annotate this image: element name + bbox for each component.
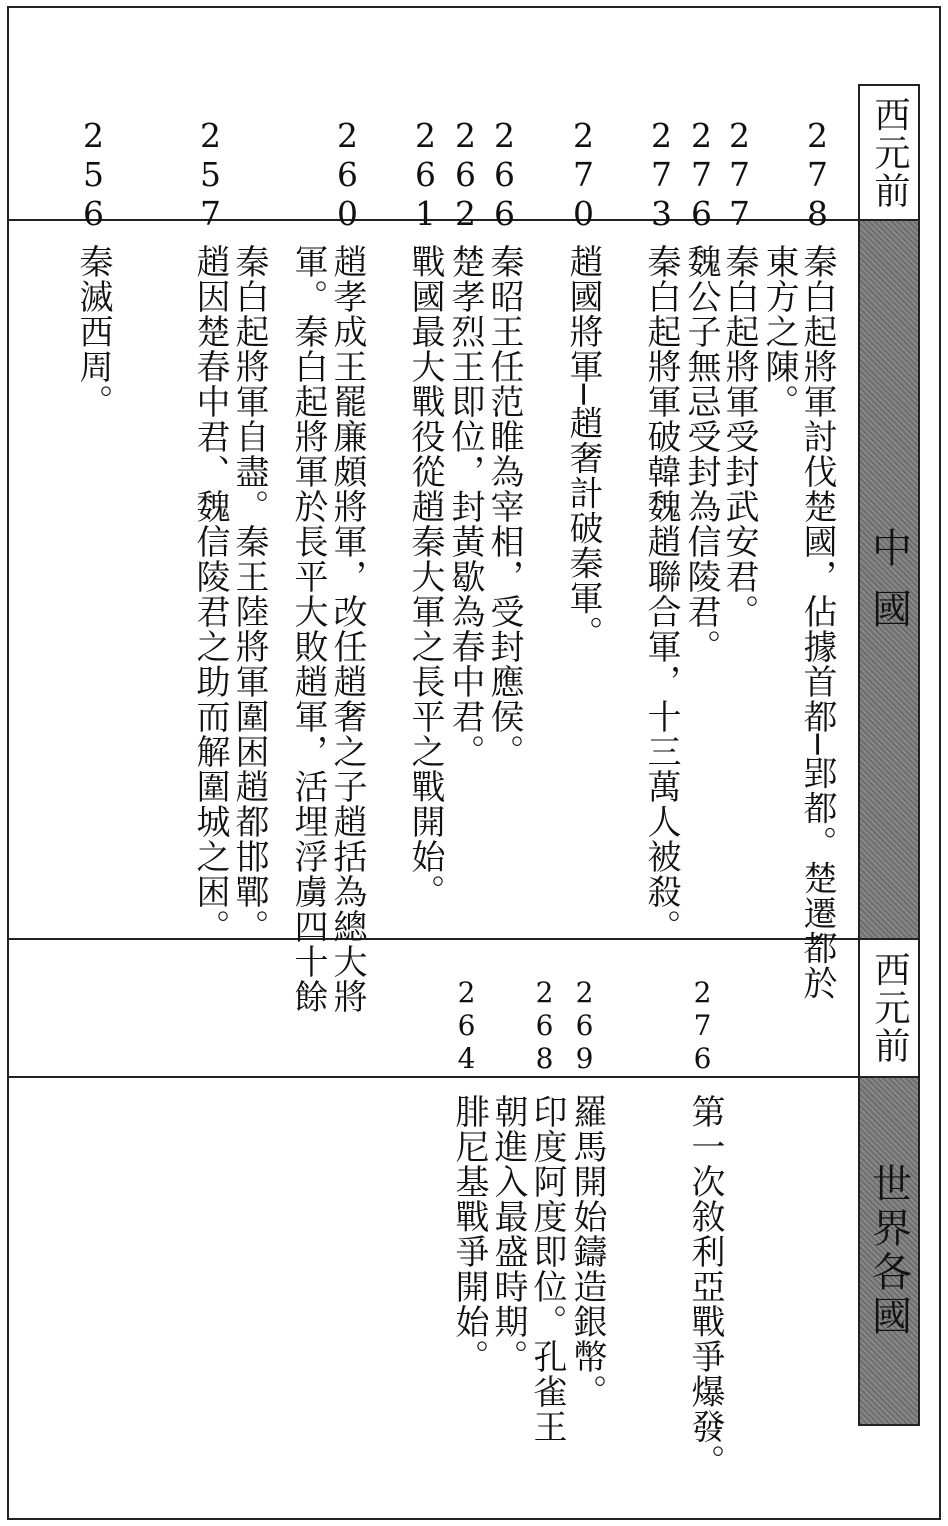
year-270: 270 [564,116,603,233]
entry-257-line2: 趙因楚春中君、魏信陵君之助而解圍城之困。 [190,244,230,944]
year-266: 266 [485,116,524,233]
world-year-264: 264 [450,976,483,1075]
world-entry-264: 腓尼基戰爭開始。 [449,1094,489,1374]
header-box-top [858,84,920,221]
world-entry-276: 第一次敘利亞戰爭爆發。 [685,1094,725,1479]
world-bar [858,1078,920,1426]
year-261: 261 [406,116,445,233]
entry-266: 秦昭王任范睢為宰相，受封應侯。 [484,244,524,769]
china-label: 中 國 [865,527,912,632]
entry-260-line1: 趙孝成王罷廉頗將軍，改任趙奢之子趙括為總大將 [327,244,367,1014]
world-year-269: 269 [568,976,601,1075]
entry-256: 秦滅西周。 [73,244,113,419]
entry-276: 魏公子無忌受封為信陵君。 [681,244,721,664]
year-256: 256 [74,116,113,233]
header-box-bottom [858,938,920,1078]
divider-bottom-years [7,1076,858,1078]
entry-257-line1: 秦白起將軍自盡。秦王陸將軍圍困趙都邯鄲。 [229,244,269,944]
year-262: 262 [446,116,485,233]
world-label: 世界各國 [865,1163,912,1339]
year-277: 277 [720,116,759,233]
entry-262: 楚孝烈王即位，封黃歇為春中君。 [445,244,485,769]
entry-260-line2: 軍。秦白起將軍於長平大敗趙軍，活埋浮虜四十餘 [288,244,328,1014]
entry-277: 秦白起將軍受封武安君。 [719,244,759,629]
header-label-bottom: 西元前 [869,951,910,1065]
year-257: 257 [191,116,230,233]
china-bar [858,221,920,940]
divider-section [7,938,920,940]
year-278: 278 [798,116,837,233]
entry-261: 戰國最大戰役從趙秦大軍之長平之戰開始。 [405,244,445,909]
world-entry-269: 羅馬開始鑄造銀幣。 [567,1094,607,1409]
world-entry-268-line1: 印度阿度即位。孔雀王 [527,1094,567,1444]
world-year-276: 276 [686,976,719,1075]
year-260: 260 [328,116,367,233]
entry-273: 秦白起將軍破韓魏趙聯合軍，十三萬人被殺。 [641,244,681,944]
year-276: 276 [682,116,721,233]
header-label-top: 西元前 [869,95,910,210]
entry-278-line1: 秦白起將軍討伐楚國，佔據首都─郢都。楚遷都於 [797,244,837,1001]
world-year-268: 268 [528,976,561,1075]
entry-278-line2: 東方之陳。 [759,244,799,419]
world-entry-268-line2: 朝進入最盛時期。 [488,1094,528,1374]
entry-270: 趙國將軍─趙奢計破秦軍。 [563,244,603,651]
year-273: 273 [642,116,681,233]
